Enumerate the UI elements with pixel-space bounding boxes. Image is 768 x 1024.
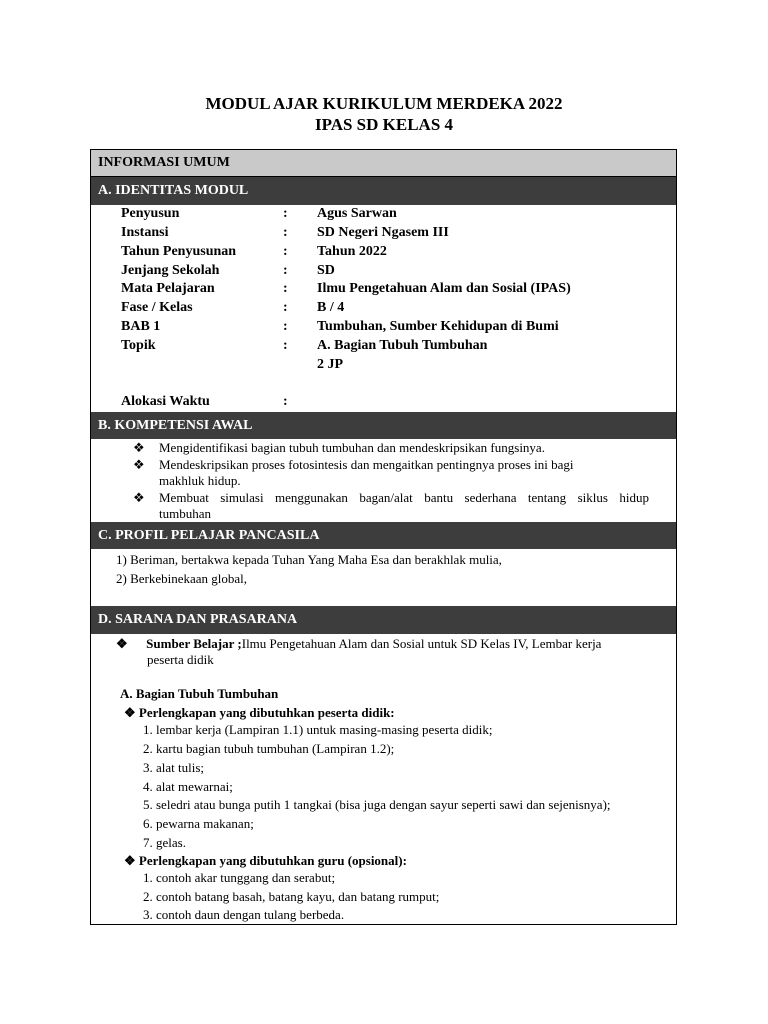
identitas-label: Tahun Penyusunan xyxy=(121,244,237,259)
identitas-value: Tahun 2022 xyxy=(317,244,387,259)
kompetensi-item: ❖ Mengidentifikasi bagian tubuh tumbuhan dan mendeskripsikan fungsinya. xyxy=(133,440,545,455)
kompetensi-awal-header: B. KOMPETENSI AWAL xyxy=(91,412,676,439)
identitas-value: SD Negeri Ngasem III xyxy=(317,225,449,240)
profil-item: 2) Berkebinekaan global, xyxy=(116,571,248,586)
alokasi-value: 2 JP xyxy=(317,357,344,372)
identitas-colon: : xyxy=(283,244,288,259)
identitas-colon: : xyxy=(283,281,288,296)
identitas-label: BAB 1 xyxy=(121,319,161,334)
identitas-label: Alokasi Waktu xyxy=(121,394,210,409)
kompetensi-item: ❖ Membuat simulasi menggunakan bagan/alat bantu sederhana tentang siklus hidup tumbuhan xyxy=(133,490,649,521)
sumber-belajar xyxy=(116,636,601,652)
diamond-bullet-icon: ❖ xyxy=(124,853,136,868)
perlengkapan-guru-heading: ❖ Perlengkapan yang dibutuhkan guru (opsional): xyxy=(124,853,407,868)
identitas-label: Mata Pelajaran xyxy=(121,281,215,296)
perlengkapan-siswa-heading: ❖ Perlengkapan yang dibutuhkan peserta didik: xyxy=(124,705,395,720)
identitas-label: Penyusun xyxy=(121,206,180,221)
list-item: 2. contoh batang basah, batang kayu, dan batang rumput; xyxy=(143,889,440,904)
identitas-value: Agus Sarwan xyxy=(317,206,397,221)
identitas-label: Topik xyxy=(121,338,156,353)
identitas-colon: : xyxy=(283,394,288,409)
list-item: 1. lembar kerja (Lampiran 1.1) untuk masing-masing peserta didik; xyxy=(143,722,493,737)
sarana-prasarana-header: D. SARANA DAN PRASARANA xyxy=(91,606,676,634)
diamond-bullet-icon: ❖ xyxy=(133,490,145,505)
profil-pancasila-header: C. PROFIL PELAJAR PANCASILA xyxy=(91,522,676,549)
list-item: 2. kartu bagian tubuh tumbuhan (Lampiran 1.2); xyxy=(143,741,395,756)
sumber-belajar-label: Sumber Belajar ; xyxy=(146,636,242,651)
diamond-bullet-icon: ❖ xyxy=(124,705,136,720)
sumber-belajar-text: Ilmu Pengetahuan Alam dan Sosial untuk SD Kelas IV, Lembar kerja xyxy=(241,636,602,651)
list-item: 6. pewarna makanan; xyxy=(143,816,254,831)
module-table xyxy=(90,149,677,925)
list-item: 3. alat tulis; xyxy=(143,760,205,775)
identitas-colon: : xyxy=(283,300,288,315)
document-subtitle: IPAS SD KELAS 4 xyxy=(314,115,454,134)
list-item: 7. gelas. xyxy=(143,835,186,850)
identitas-colon: : xyxy=(283,206,288,221)
diamond-bullet-icon: ❖ xyxy=(133,457,145,472)
document-title: MODUL AJAR KURIKULUM MERDEKA 2022 xyxy=(205,94,563,113)
informasi-umum-header: INFORMASI UMUM xyxy=(91,150,676,177)
sumber-belajar-text-2: peserta didik xyxy=(147,652,214,667)
identitas-value: B / 4 xyxy=(317,300,345,315)
identitas-value: SD xyxy=(317,263,335,278)
list-item: 1. contoh akar tunggang dan serabut; xyxy=(143,870,336,885)
identitas-colon: : xyxy=(283,225,288,240)
identitas-colon: : xyxy=(283,319,288,334)
identitas-label: Instansi xyxy=(121,225,169,240)
identitas-modul-header: A. IDENTITAS MODUL xyxy=(91,177,676,205)
identitas-colon: : xyxy=(283,263,288,278)
profil-item: 1) Beriman, bertakwa kepada Tuhan Yang Maha Esa dan berakhlak mulia, xyxy=(116,552,502,567)
diamond-bullet-icon: ❖ xyxy=(116,636,128,651)
list-item: 3. contoh daun dengan tulang berbeda. xyxy=(143,907,345,922)
list-item: 4. alat mewarnai; xyxy=(143,779,233,794)
kompetensi-item: ❖ Mendeskripsikan proses fotosintesis dan mengaitkan pentingnya proses ini bagi makhluk hidup. xyxy=(133,457,574,488)
identitas-label: Jenjang Sekolah xyxy=(121,263,220,278)
diamond-bullet-icon: ❖ xyxy=(133,440,145,455)
list-item: 5. seledri atau bunga putih 1 tangkai (bisa juga dengan sayur seperti sawi dan sejenisnya); xyxy=(143,797,611,812)
identitas-label: Fase / Kelas xyxy=(121,300,193,315)
identitas-value: Ilmu Pengetahuan Alam dan Sosial (IPAS) xyxy=(317,281,571,296)
identitas-value: Tumbuhan, Sumber Kehidupan di Bumi xyxy=(317,319,559,334)
identitas-colon: : xyxy=(283,338,288,353)
section-title: A. Bagian Tubuh Tumbuhan xyxy=(120,686,279,701)
identitas-value: A. Bagian Tubuh Tumbuhan xyxy=(317,338,488,353)
